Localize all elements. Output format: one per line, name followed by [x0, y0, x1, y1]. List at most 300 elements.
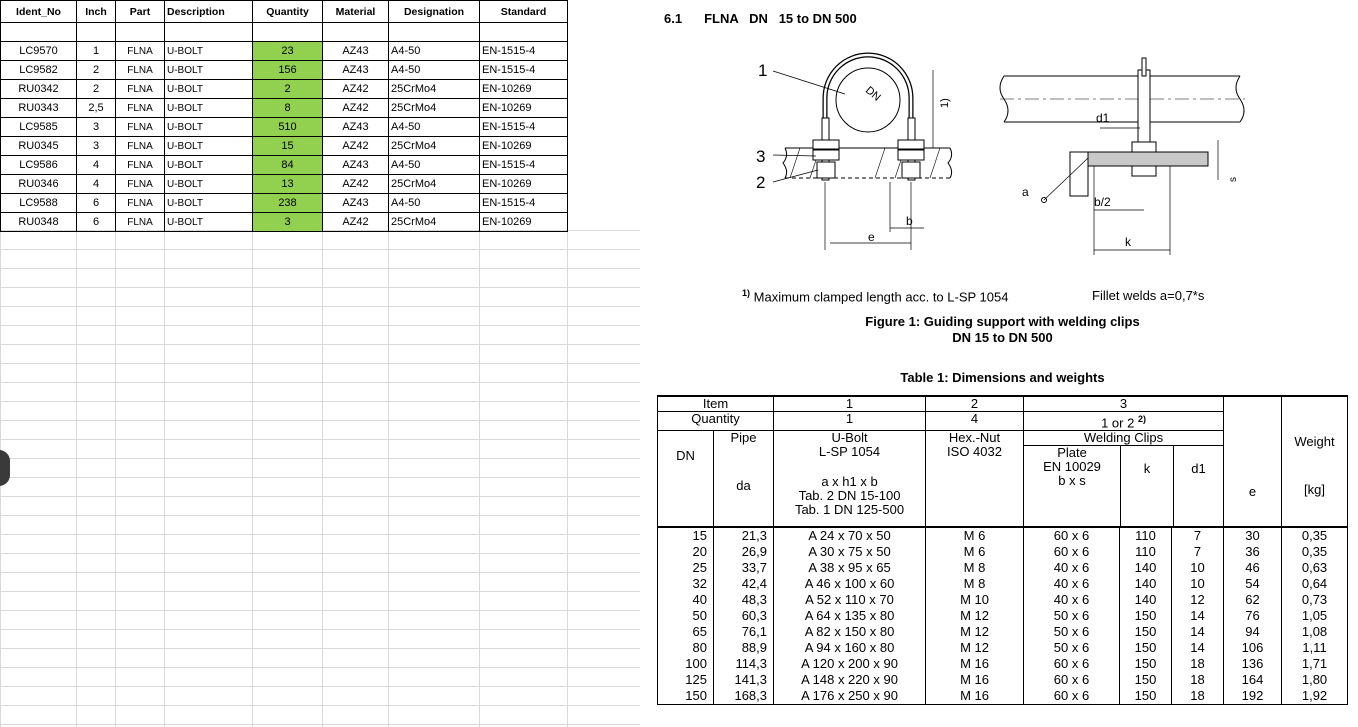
dim-cell-dn: 40 — [658, 592, 714, 608]
cell-designation[interactable]: 25CrMo4 — [389, 137, 480, 156]
table-row — [658, 688, 1348, 705]
dim-cell-nut: M 6 — [926, 544, 1024, 560]
dim-cell-k: 140 — [1120, 576, 1172, 592]
col-plate — [1024, 445, 1121, 526]
dim-cell-d1: 10 — [1172, 560, 1224, 576]
cell-quantity[interactable]: 15 — [253, 137, 323, 156]
nut-side-top — [1132, 142, 1156, 152]
dim-cell-weight: 0,35 — [1282, 527, 1348, 544]
figure-drawing — [640, 0, 1358, 300]
col-clips-group — [1024, 431, 1224, 528]
cell-material[interactable]: AZ42 — [323, 213, 389, 232]
item-number-2: 2 — [926, 396, 1024, 412]
dim-cell-ubolt: A 38 x 95 x 65 — [774, 560, 926, 576]
cell-description[interactable]: U-BOLT — [165, 61, 253, 80]
table-row — [658, 608, 1348, 624]
label-item-3: 3 — [756, 147, 766, 166]
dim-cell-e: 54 — [1224, 576, 1282, 592]
dim-cell-weight: 1,92 — [1282, 688, 1348, 705]
table-row — [1, 42, 568, 61]
plate-break-left — [783, 148, 787, 178]
header-description[interactable]: Description — [165, 1, 253, 23]
item-row — [658, 396, 1348, 412]
col-weight-unit: [kg] — [1304, 482, 1325, 497]
dim-cell-weight: 1,71 — [1282, 656, 1348, 672]
dim-cell-plate: 60 x 6 — [1024, 656, 1120, 672]
figure-labels-right — [1022, 111, 1239, 249]
cell-standard[interactable]: EN-1515-4 — [480, 42, 568, 61]
col-ubolt-sub3: Tab. 1 DN 125-500 — [794, 502, 905, 518]
cell-designation[interactable]: A4-50 — [389, 42, 480, 61]
dim-cell-k: 150 — [1120, 688, 1172, 705]
footnote-text: Maximum clamped length acc. to L-SP 1054 — [753, 289, 1009, 305]
item-number-3: 3 — [1024, 396, 1224, 412]
dim-cell-k: 150 — [1120, 624, 1172, 640]
figure-caption-line2: DN 15 to DN 500 — [952, 330, 1053, 345]
table-row — [658, 544, 1348, 560]
cell-part[interactable]: FLNA — [116, 137, 165, 156]
col-plate-label: Plate — [1057, 445, 1087, 461]
cell-material[interactable]: AZ42 — [323, 137, 389, 156]
figure-caption — [780, 314, 1225, 346]
label-s: s — [1228, 177, 1239, 182]
header-part[interactable]: Part — [116, 1, 165, 23]
cell[interactable] — [165, 23, 253, 42]
dim-cell-plate: 40 x 6 — [1024, 560, 1120, 576]
table-row — [1, 175, 568, 194]
dim-cell-plate: 50 x 6 — [1024, 624, 1120, 640]
cell-ident[interactable]: RU0343 — [1, 99, 77, 118]
bolt-tip — [1142, 58, 1146, 76]
cell-quantity[interactable]: 156 — [253, 61, 323, 80]
dim-cell-weight: 0,63 — [1282, 560, 1348, 576]
cell[interactable] — [116, 23, 165, 42]
weld-leader — [1044, 158, 1088, 200]
dim-cell-d1: 18 — [1172, 688, 1224, 705]
table-row — [1, 213, 568, 232]
cell-material[interactable]: AZ43 — [323, 118, 389, 137]
dim-cell-weight: 0,73 — [1282, 592, 1348, 608]
col-plate-sub: b x s — [1058, 473, 1086, 489]
table-row — [1, 61, 568, 80]
dim-cell-dn: 80 — [658, 640, 714, 656]
dim-cell-ubolt: A 94 x 160 x 80 — [774, 640, 926, 656]
cell-ident[interactable]: RU0345 — [1, 137, 77, 156]
dim-cell-ubolt: A 64 x 135 x 80 — [774, 608, 926, 624]
clip-side-view — [1000, 58, 1245, 255]
cell-part[interactable]: FLNA — [116, 213, 165, 232]
col-pipe — [714, 431, 774, 528]
dimensions-table — [657, 395, 1348, 705]
cell-part[interactable]: FLNA — [116, 61, 165, 80]
dim-cell-nut: M 6 — [926, 527, 1024, 544]
cell-description[interactable]: U-BOLT — [165, 156, 253, 175]
dim-cell-k: 150 — [1120, 656, 1172, 672]
cell-designation[interactable]: A4-50 — [389, 194, 480, 213]
leader-item-3 — [773, 155, 816, 156]
cell-quantity[interactable]: 3 — [253, 213, 323, 232]
dim-cell-ubolt: A 52 x 110 x 70 — [774, 592, 926, 608]
col-e: e — [1224, 396, 1282, 527]
section-number: 6.1 — [664, 11, 683, 26]
cell-part[interactable]: FLNA — [116, 80, 165, 99]
quantity-label: Quantity — [658, 412, 774, 431]
label-b-half: b/2 — [1094, 195, 1111, 209]
dim-cell-ubolt: A 176 x 250 x 90 — [774, 688, 926, 705]
table-row — [658, 592, 1348, 608]
cell-material[interactable]: AZ42 — [323, 175, 389, 194]
header-standard[interactable]: Standard — [480, 1, 568, 23]
col-dn: DN — [658, 431, 714, 528]
cell-ident[interactable]: LC9586 — [1, 156, 77, 175]
dim-cell-k: 150 — [1120, 640, 1172, 656]
cell-ident[interactable]: LC9570 — [1, 42, 77, 61]
table-row — [658, 624, 1348, 640]
dim-cell-d1: 7 — [1172, 544, 1224, 560]
dim-cell-da: 114,3 — [714, 656, 774, 672]
dim-cell-dn: 65 — [658, 624, 714, 640]
header-material[interactable]: Material — [323, 1, 389, 23]
dim-cell-e: 76 — [1224, 608, 1282, 624]
col-clips: Welding Clips — [1083, 430, 1164, 446]
cell-material[interactable]: AZ43 — [323, 61, 389, 80]
header-designation[interactable]: Designation — [389, 1, 480, 23]
cell-inch[interactable]: 1 — [77, 42, 116, 61]
nut-left-bottom — [817, 162, 835, 178]
dim-cell-weight: 0,64 — [1282, 576, 1348, 592]
col-plate-std: EN 10029 — [1043, 459, 1101, 475]
cell-standard[interactable]: EN-1515-4 — [480, 118, 568, 137]
dim-cell-d1: 14 — [1172, 640, 1224, 656]
dim-cell-e: 136 — [1224, 656, 1282, 672]
nut-right-mid — [898, 150, 924, 160]
table-row — [1, 99, 568, 118]
cell[interactable] — [1, 23, 77, 42]
cell-part[interactable]: FLNA — [116, 118, 165, 137]
item-label: Item — [658, 396, 774, 412]
dim-cell-dn: 125 — [658, 672, 714, 688]
cell-part[interactable]: FLNA — [116, 156, 165, 175]
col-ubolt — [774, 431, 926, 528]
dim-cell-plate: 60 x 6 — [1024, 688, 1120, 705]
cell-part[interactable]: FLNA — [116, 42, 165, 61]
col-nut-label: Hex.-Nut — [948, 430, 1001, 446]
dim-cell-nut: M 16 — [926, 688, 1024, 705]
welding-clip-plate — [1088, 152, 1208, 166]
cell-standard[interactable]: EN-10269 — [480, 80, 568, 99]
quantity-3-value: 1 or 2 — [1101, 415, 1135, 431]
dim-cell-da: 21,3 — [714, 527, 774, 544]
dim-cell-e: 30 — [1224, 527, 1282, 544]
table-row — [658, 656, 1348, 672]
section-title: FLNA DN 15 to DN 500 — [704, 11, 857, 26]
cell[interactable] — [323, 23, 389, 42]
cell-inch[interactable]: 2 — [77, 61, 116, 80]
cell-part[interactable]: FLNA — [116, 194, 165, 213]
dim-cell-ubolt: A 148 x 220 x 90 — [774, 672, 926, 688]
col-pipe-sub: da — [736, 478, 751, 494]
dim-cell-plate: 60 x 6 — [1024, 527, 1120, 544]
dim-cell-nut: M 12 — [926, 640, 1024, 656]
nut-right-top — [898, 140, 924, 149]
header-quantity[interactable]: Quantity — [253, 1, 323, 23]
u-bolt-front-view — [773, 55, 952, 250]
cell-inch[interactable]: 4 — [77, 156, 116, 175]
label-a: a — [1022, 185, 1029, 199]
dim-cell-plate: 60 x 6 — [1024, 672, 1120, 688]
label-e: e — [868, 230, 875, 244]
dim-cell-nut: M 10 — [926, 592, 1024, 608]
dimensions-table-body — [658, 527, 1348, 705]
cell-standard[interactable]: EN-10269 — [480, 175, 568, 194]
dim-cell-da: 88,9 — [714, 640, 774, 656]
dim-cell-d1: 14 — [1172, 624, 1224, 640]
dim-cell-e: 36 — [1224, 544, 1282, 560]
cell-ident[interactable]: RU0348 — [1, 213, 77, 232]
cell-ident[interactable]: LC9582 — [1, 61, 77, 80]
cell-ident[interactable]: RU0346 — [1, 175, 77, 194]
label-dn: DN — [862, 84, 883, 104]
cell-inch[interactable]: 4 — [77, 175, 116, 194]
cell-material[interactable]: AZ43 — [323, 156, 389, 175]
cell-designation[interactable]: 25CrMo4 — [389, 80, 480, 99]
dim-cell-ubolt: A 30 x 75 x 50 — [774, 544, 926, 560]
col-nut — [926, 431, 1024, 528]
dim-cell-nut: M 16 — [926, 656, 1024, 672]
cell-inch[interactable]: 2 — [77, 80, 116, 99]
nut-left-mid — [813, 150, 839, 160]
cell-description[interactable]: U-BOLT — [165, 137, 253, 156]
dim-cell-k: 140 — [1120, 592, 1172, 608]
footnote-mark: 1) — [742, 288, 751, 298]
dim-cell-e: 106 — [1224, 640, 1282, 656]
cell-description[interactable]: U-BOLT — [165, 194, 253, 213]
dim-cell-dn: 50 — [658, 608, 714, 624]
label-item-1: 1 — [758, 61, 768, 80]
dim-cell-nut: M 16 — [926, 672, 1024, 688]
table-row — [1, 118, 568, 137]
dim-cell-d1: 10 — [1172, 576, 1224, 592]
cell-designation[interactable]: 25CrMo4 — [389, 213, 480, 232]
cell[interactable] — [389, 23, 480, 42]
cell-description[interactable]: U-BOLT — [165, 213, 253, 232]
cell-quantity[interactable]: 23 — [253, 42, 323, 61]
col-weight-label: Weight — [1294, 434, 1335, 449]
table-row — [658, 576, 1348, 592]
cell-part[interactable]: FLNA — [116, 175, 165, 194]
dim-cell-da: 141,3 — [714, 672, 774, 688]
dim-cell-plate: 40 x 6 — [1024, 576, 1120, 592]
cell[interactable] — [253, 23, 323, 42]
dim-cell-weight: 1,11 — [1282, 640, 1348, 656]
dim-cell-ubolt: A 120 x 200 x 90 — [774, 656, 926, 672]
cell-inch[interactable]: 2,5 — [77, 99, 116, 118]
dim-cell-d1: 14 — [1172, 608, 1224, 624]
cell[interactable] — [77, 23, 116, 42]
cell-inch[interactable]: 3 — [77, 137, 116, 156]
dim-cell-e: 192 — [1224, 688, 1282, 705]
col-nut-std: ISO 4032 — [947, 444, 1002, 460]
table-row — [1, 156, 568, 175]
cell-material[interactable]: AZ42 — [323, 80, 389, 99]
dim-cell-nut: M 8 — [926, 560, 1024, 576]
cell-standard[interactable]: EN-1515-4 — [480, 194, 568, 213]
nut-side-bottom — [1132, 166, 1156, 176]
label-k: k — [1125, 235, 1131, 249]
parts-table — [0, 0, 568, 232]
dim-cell-nut: M 8 — [926, 576, 1024, 592]
item-number-1: 1 — [774, 396, 926, 412]
dim-cell-da: 60,3 — [714, 608, 774, 624]
dim-cell-d1: 7 — [1172, 527, 1224, 544]
cell-inch[interactable]: 6 — [77, 194, 116, 213]
dim-cell-k: 110 — [1120, 527, 1172, 544]
weld-note: Fillet welds a=0,7*s — [1092, 288, 1205, 303]
dim-cell-da: 33,7 — [714, 560, 774, 576]
dim-cell-e: 46 — [1224, 560, 1282, 576]
cell-standard[interactable]: EN-1515-4 — [480, 156, 568, 175]
dim-cell-ubolt: A 46 x 100 x 60 — [774, 576, 926, 592]
dim-cell-plate: 40 x 6 — [1024, 592, 1120, 608]
table-row — [658, 560, 1348, 576]
dim-cell-k: 150 — [1120, 608, 1172, 624]
blank-row — [1, 23, 568, 42]
cell-quantity[interactable]: 84 — [253, 156, 323, 175]
dim-cell-dn: 15 — [658, 527, 714, 544]
spreadsheet-pane — [0, 0, 640, 727]
cell-part[interactable]: FLNA — [116, 99, 165, 118]
cell-standard[interactable]: EN-10269 — [480, 99, 568, 118]
cell-designation[interactable]: A4-50 — [389, 156, 480, 175]
dim-cell-k: 140 — [1120, 560, 1172, 576]
cell-material[interactable]: AZ42 — [323, 99, 389, 118]
table-row — [658, 640, 1348, 656]
cell-inch[interactable]: 6 — [77, 213, 116, 232]
col-d1: d1 — [1174, 445, 1223, 526]
col-k: k — [1121, 445, 1174, 526]
cell-description[interactable]: U-BOLT — [165, 80, 253, 99]
dim-cell-da: 76,1 — [714, 624, 774, 640]
label-d1: d1 — [1096, 111, 1110, 125]
cell-material[interactable]: AZ43 — [323, 194, 389, 213]
cell-description[interactable]: U-BOLT — [165, 42, 253, 61]
label-item-2: 2 — [756, 173, 766, 192]
cell-quantity[interactable]: 2 — [253, 80, 323, 99]
cell-standard[interactable]: EN-10269 — [480, 213, 568, 232]
bolt-shaft — [1138, 70, 1150, 154]
col-pipe-label: Pipe — [730, 430, 757, 446]
col-ubolt-label: U-Bolt — [831, 430, 868, 446]
dim-cell-weight: 1,05 — [1282, 608, 1348, 624]
dim-cell-k: 150 — [1120, 672, 1172, 688]
pipe-outline — [836, 68, 900, 132]
dim-cell-nut: M 12 — [926, 608, 1024, 624]
dim-cell-dn: 100 — [658, 656, 714, 672]
label-b: b — [906, 214, 913, 228]
cell-designation[interactable]: A4-50 — [389, 61, 480, 80]
cell-standard[interactable]: EN-10269 — [480, 137, 568, 156]
table-row — [658, 672, 1348, 688]
dim-cell-da: 168,3 — [714, 688, 774, 705]
cell-description[interactable]: U-BOLT — [165, 175, 253, 194]
table-title: Table 1: Dimensions and weights — [900, 370, 1105, 385]
dim-cell-plate: 60 x 6 — [1024, 544, 1120, 560]
cell-quantity[interactable]: 13 — [253, 175, 323, 194]
parts-table-body — [1, 42, 568, 232]
header-ident-no[interactable]: Ident_No — [1, 1, 77, 23]
dim-cell-e: 62 — [1224, 592, 1282, 608]
dim-cell-nut: M 12 — [926, 624, 1024, 640]
cell[interactable] — [480, 23, 568, 42]
cell-material[interactable]: AZ43 — [323, 42, 389, 61]
quantity-3 — [1024, 412, 1224, 431]
dim-cell-da: 48,3 — [714, 592, 774, 608]
dim-cell-da: 42,4 — [714, 576, 774, 592]
dim-cell-dn: 32 — [658, 576, 714, 592]
cell-standard[interactable]: EN-1515-4 — [480, 61, 568, 80]
col-ubolt-sub2: Tab. 2 DN 15-100 — [798, 488, 901, 504]
cell-quantity[interactable]: 8 — [253, 99, 323, 118]
dim-cell-d1: 18 — [1172, 672, 1224, 688]
dim-cell-k: 110 — [1120, 544, 1172, 560]
figure-footnote — [742, 288, 1008, 304]
plate-break-right — [948, 148, 952, 178]
weld-support — [1070, 152, 1088, 196]
dim-cell-da: 26,9 — [714, 544, 774, 560]
table-row — [1, 80, 568, 99]
cell-description[interactable]: U-BOLT — [165, 118, 253, 137]
dim-cell-dn: 20 — [658, 544, 714, 560]
dim-cell-d1: 12 — [1172, 592, 1224, 608]
dim-cell-plate: 50 x 6 — [1024, 608, 1120, 624]
cell-ident[interactable]: RU0342 — [1, 80, 77, 99]
cell-designation[interactable]: 25CrMo4 — [389, 99, 480, 118]
quantity-1: 1 — [774, 412, 926, 431]
table-row — [1, 137, 568, 156]
cell-designation[interactable]: A4-50 — [389, 118, 480, 137]
cell-designation[interactable]: 25CrMo4 — [389, 175, 480, 194]
dim-cell-weight: 1,80 — [1282, 672, 1348, 688]
figure-caption-line1: Figure 1: Guiding support with welding clips — [865, 314, 1140, 329]
table-row — [658, 527, 1348, 544]
label-clamped-mark: 1) — [939, 98, 951, 108]
cell-inch[interactable]: 3 — [77, 118, 116, 137]
header-row — [1, 1, 568, 23]
dim-cell-d1: 18 — [1172, 656, 1224, 672]
dim-cell-dn: 25 — [658, 560, 714, 576]
quantity-2: 4 — [926, 412, 1024, 431]
dim-cell-weight: 1,08 — [1282, 624, 1348, 640]
nut-right-bottom — [902, 162, 920, 178]
cell-quantity[interactable]: 510 — [253, 118, 323, 137]
col-ubolt-sub1: a x h1 x b — [821, 474, 878, 490]
dim-cell-e: 94 — [1224, 624, 1282, 640]
col-ubolt-std: L-SP 1054 — [818, 444, 881, 460]
header-inch[interactable]: Inch — [77, 1, 116, 23]
quantity-footnote: 2) — [1137, 414, 1146, 424]
cell-quantity[interactable]: 238 — [253, 194, 323, 213]
dim-cell-ubolt: A 24 x 70 x 50 — [774, 527, 926, 544]
table-row — [1, 194, 568, 213]
dim-cell-ubolt: A 82 x 150 x 80 — [774, 624, 926, 640]
dim-cell-plate: 50 x 6 — [1024, 640, 1120, 656]
dim-cell-e: 164 — [1224, 672, 1282, 688]
cell-ident[interactable]: LC9588 — [1, 194, 77, 213]
dim-cell-weight: 0,35 — [1282, 544, 1348, 560]
cell-ident[interactable]: LC9585 — [1, 118, 77, 137]
cell-description[interactable]: U-BOLT — [165, 99, 253, 118]
col-weight — [1282, 396, 1348, 527]
